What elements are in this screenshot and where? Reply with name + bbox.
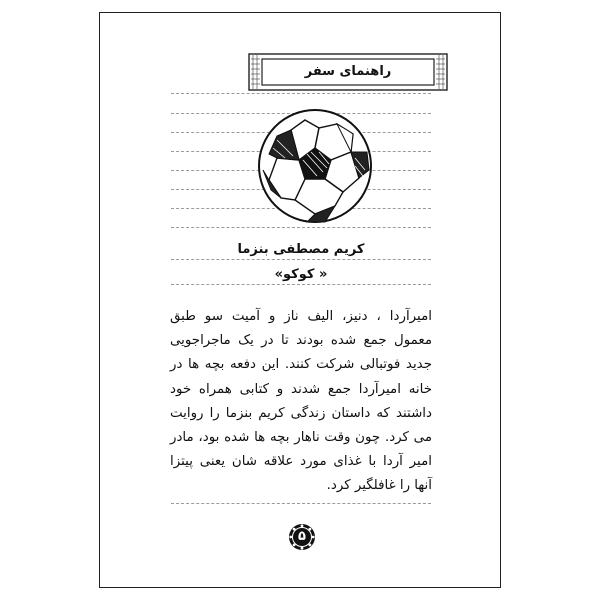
- book-page: [99, 12, 501, 588]
- title-banner: [248, 51, 448, 93]
- ruled-line: [171, 284, 431, 285]
- chapter-title: کریم مصطفی بنزما: [237, 242, 365, 257]
- ruled-line: [171, 227, 431, 228]
- page-number: ۵: [298, 529, 306, 544]
- ruled-line: [171, 503, 431, 504]
- ruled-line: [171, 259, 431, 260]
- chapter-subtitle: « کوکو»: [274, 267, 328, 282]
- page-title: راهنمای سفر: [304, 64, 392, 79]
- soccer-ball-icon: [255, 106, 375, 226]
- ruled-line: [171, 93, 431, 94]
- story-paragraph: امیرآردا ، دنیز، الیف ناز و آمیت سو طبق معمول جمع شده بودند تا در یک ماجراجویی جدید فوتبالی شرکت کنند. این دفعه بچه ها در خانه امیرآردا جمع شدند و کتابی همراه خود داشتند که داستان زندگی کریم بنزما را روایت می کرد. چون وقت ناهار بچه ها شده بود، مادر امیر آردا با غذای مورد علاقه شان یعنی پیتزا آنها را غافلگیر کرد.: [170, 309, 432, 494]
